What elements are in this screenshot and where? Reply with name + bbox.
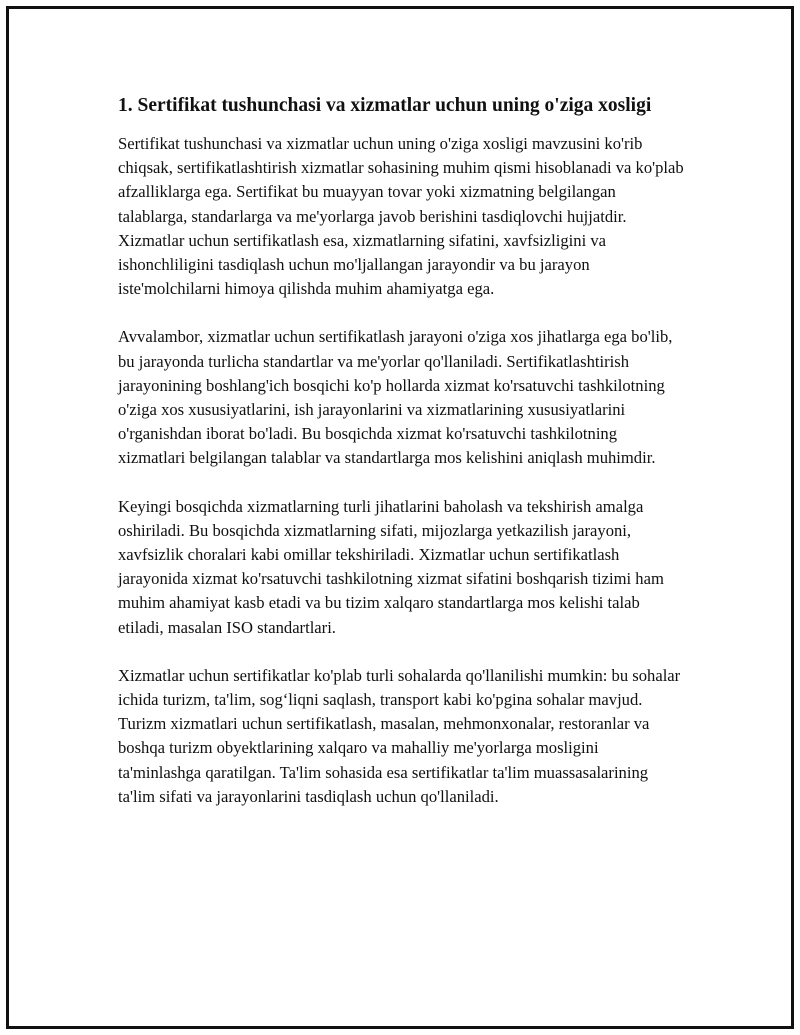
paragraph-4: Xizmatlar uchun sertifikatlar ko'plab turli sohalarda qo'llanilishi mumkin: bu sohalar ichida turizm, ta'lim, sog‘liqni saqlash, transport kabi ko'pgina sohalar mavjud. Turizm xizmatlari uchun sertifikatlash, masalan, mehmonxonalar, restoranlar va boshqa turizm obyektlarining xalqaro va mahalliy me'yorlarga mosligini ta'minlashga qaratilgan. Ta'lim sohasida esa sertifikatlar ta'lim muassasalarining ta'lim sifati va jarayonlarini tasdiqlash uchun qo'llaniladi. — [118, 665, 681, 806]
paragraph-3: Keyingi bosqichda xizmatlarning turli jihatlarini baholash va tekshirish amalga oshiriladi. Bu bosqichda xizmatlarning sifati, mijozlarga yetkazilish jarayoni, xavfsizlik choralari kabi omillar tekshiriladi. Xizmatlar uchun sertifikatlash jarayonida xizmat ko'rsatuvchi tashkilotning xizmat sifatini boshqarish tizimi ham muhim ahamiyat kasb etadi va bu tizim xalqaro standartlarga mos kelishi talab etiladi, masalan ISO standartlari. — [118, 496, 664, 637]
paragraph-2: Avvalambor, xizmatlar uchun sertifikatlash jarayoni o'ziga xos jihatlarga ega bo'lib, bu jarayonda turlicha standartlar va me'yorlar qo'llaniladi. Sertifikatlashtirish jarayonining boshlang'ich bosqichi ko'p hollarda xizmat ko'rsatuvchi tashkilotning o'ziga xos xususiyatlarini, ish jarayonlarini va xizmatlarining xususiyatlarini o'rganishdan iborat bo'ladi. Bu bosqichda xizmat ko'rsatuvchi tashkilotning xizmatlari belgilangan talablar va standartlarga mos kelishini aniqlash muhimdir. — [118, 327, 673, 468]
document-body — [118, 92, 684, 833]
section-heading: 1. Sertifikat tushunchasi va xizmatlar uchun uning o'ziga xosligi — [118, 95, 652, 116]
paragraph-1: Sertifikat tushunchasi va xizmatlar uchun uning o'ziga xosligi mavzusini ko'rib chiqsak, sertifikatlashtirish xizmatlar sohasining muhim qismi hisoblanadi va ko'plab afzalliklarga ega. Sertifikat bu muayyan tovar yoki xizmatning belgilangan talablarga, standarlarga va me'yorlarga javob berishini tasdiqlovchi hujjatdir. Xizmatlar uchun sertifikatlash esa, xizmatlarning sifatini, xavfsizligini va ishonchliligini tasdiqlash uchun mo'ljallangan jarayondir va bu jarayon iste'molchilarni himoya qilishda muhim ahamiyatga ega. — [118, 134, 684, 299]
